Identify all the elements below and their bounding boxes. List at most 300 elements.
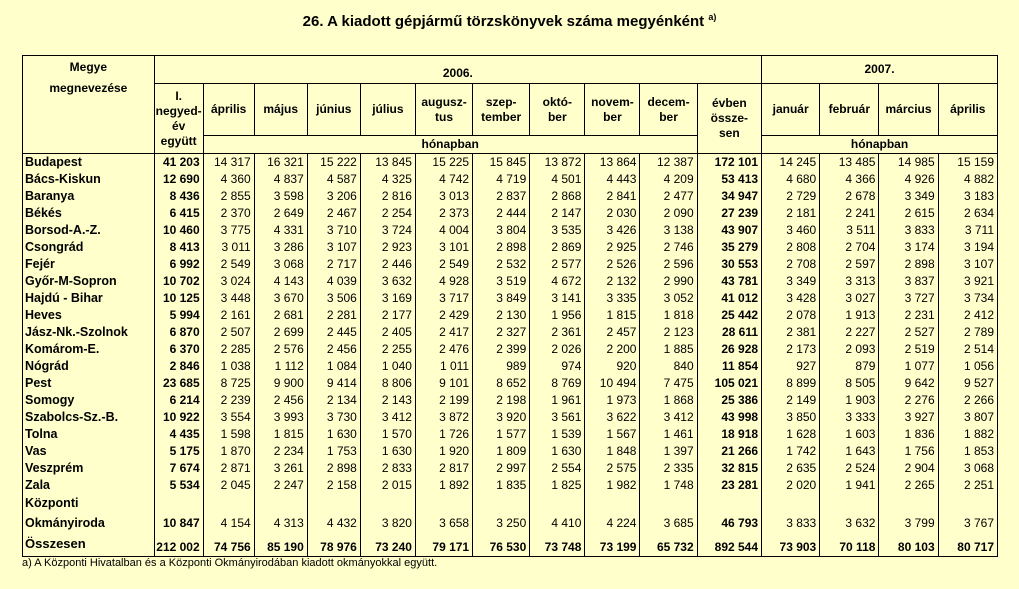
- value-cell: 1 818: [640, 307, 697, 324]
- value-cell: 9 527: [938, 375, 997, 392]
- value-cell: 14 317: [203, 154, 254, 172]
- value-cell: 1 982: [585, 477, 640, 494]
- value-cell: 2 837: [473, 188, 530, 205]
- value-cell: 3 206: [307, 188, 360, 205]
- month-2006-header-line: május: [263, 102, 299, 116]
- value-cell: 2 817: [415, 460, 472, 477]
- value-cell: 2 575: [585, 460, 640, 477]
- value-cell: 73 903: [762, 532, 820, 556]
- month-2007-header: január: [762, 84, 820, 136]
- value-cell: 2 746: [640, 239, 697, 256]
- value-cell: 43 907: [697, 222, 761, 239]
- value-cell: 4 039: [307, 273, 360, 290]
- value-cell: 2 615: [879, 205, 938, 222]
- county-name: Győr-M-Sopron: [23, 273, 155, 290]
- value-cell: 73 240: [360, 532, 415, 556]
- value-cell: 1 630: [530, 443, 585, 460]
- month-2006-header: [254, 84, 307, 136]
- value-cell: 2 026: [530, 341, 585, 358]
- value-cell: 1 892: [415, 477, 472, 494]
- value-cell: 2 923: [360, 239, 415, 256]
- value-cell: 2 255: [360, 341, 415, 358]
- value-cell: 3 169: [360, 290, 415, 307]
- value-cell: 2 200: [585, 341, 640, 358]
- value-cell: 1 539: [530, 426, 585, 443]
- year-2006-header: 2006.: [154, 56, 761, 84]
- table-row: [23, 443, 998, 460]
- value-cell: 3 506: [307, 290, 360, 307]
- value-cell: 10 702: [154, 273, 203, 290]
- value-cell: 34 947: [697, 188, 761, 205]
- q1-header: [154, 84, 203, 154]
- annual-total-header-line: össze-: [710, 111, 749, 125]
- county-name: Szabolcs-Sz.-B.: [23, 409, 155, 426]
- value-cell: 1 038: [203, 358, 254, 375]
- value-cell: 3 194: [938, 239, 997, 256]
- value-cell: 4 313: [254, 494, 307, 532]
- table-row: [23, 171, 998, 188]
- value-cell: 2 708: [762, 256, 820, 273]
- value-cell: 9 900: [254, 375, 307, 392]
- county-header-line: megnevezése: [49, 81, 128, 95]
- county-name: Heves: [23, 307, 155, 324]
- value-cell: 4 443: [585, 171, 640, 188]
- value-cell: 2 649: [254, 205, 307, 222]
- value-cell: 1 961: [530, 392, 585, 409]
- month-2006-header: [307, 84, 360, 136]
- value-cell: 3 622: [585, 409, 640, 426]
- value-cell: 1 836: [879, 426, 938, 443]
- value-cell: 12 387: [640, 154, 697, 172]
- value-cell: 4 432: [307, 494, 360, 532]
- value-cell: 2 090: [640, 205, 697, 222]
- value-cell: 41 012: [697, 290, 761, 307]
- month-2006-header: [640, 84, 697, 136]
- value-cell: 4 719: [473, 171, 530, 188]
- value-cell: 3 250: [473, 494, 530, 532]
- value-cell: 3 068: [254, 256, 307, 273]
- value-cell: 3 727: [879, 290, 938, 307]
- month-2006-header: [473, 84, 530, 136]
- value-cell: 2 729: [762, 188, 820, 205]
- county-header-spacer: [23, 136, 155, 154]
- value-cell: 3 141: [530, 290, 585, 307]
- value-cell: 1 885: [640, 341, 697, 358]
- page-title: 26. A kiadott gépjármű törzskönyvek száma megyénként $^{a)}$: [302, 12, 717, 30]
- value-cell: 2 199: [415, 392, 472, 409]
- value-cell: 1 630: [307, 426, 360, 443]
- value-cell: 3 412: [360, 409, 415, 426]
- value-cell: 3 767: [938, 494, 997, 532]
- value-cell: 1 011: [415, 358, 472, 375]
- value-cell: 13 864: [585, 154, 640, 172]
- value-cell: 8 769: [530, 375, 585, 392]
- county-name: Somogy: [23, 392, 155, 409]
- value-cell: 4 004: [415, 222, 472, 239]
- value-cell: 3 335: [585, 290, 640, 307]
- value-cell: 2 266: [938, 392, 997, 409]
- value-cell: 43 781: [697, 273, 761, 290]
- value-cell: 4 143: [254, 273, 307, 290]
- value-cell: 3 775: [203, 222, 254, 239]
- value-cell: 1 056: [938, 358, 997, 375]
- value-cell: 15 845: [473, 154, 530, 172]
- value-cell: 4 672: [530, 273, 585, 290]
- value-cell: 10 125: [154, 290, 203, 307]
- value-cell: 8 413: [154, 239, 203, 256]
- value-cell: 1 956: [530, 307, 585, 324]
- value-cell: 13 845: [360, 154, 415, 172]
- value-cell: 2 198: [473, 392, 530, 409]
- value-cell: 80 103: [879, 532, 938, 556]
- county-name: Borsod-A.-Z.: [23, 222, 155, 239]
- value-cell: 4 742: [415, 171, 472, 188]
- value-cell: 2 841: [585, 188, 640, 205]
- value-cell: 2 132: [585, 273, 640, 290]
- value-cell: 5 994: [154, 307, 203, 324]
- value-cell: 2 549: [203, 256, 254, 273]
- value-cell: 4 410: [530, 494, 585, 532]
- value-cell: 3 833: [879, 222, 938, 239]
- value-cell: 1 868: [640, 392, 697, 409]
- value-cell: 5 175: [154, 443, 203, 460]
- year-2007-header: 2007.: [762, 56, 998, 84]
- value-cell: 10 847: [154, 494, 203, 532]
- value-cell: 2 634: [938, 205, 997, 222]
- value-cell: 3 519: [473, 273, 530, 290]
- value-cell: 2 457: [585, 324, 640, 341]
- table-row: [23, 477, 998, 494]
- value-cell: 14 985: [879, 154, 938, 172]
- value-cell: 53 413: [697, 171, 761, 188]
- value-cell: 172 101: [697, 154, 761, 172]
- month-2006-header-line: június: [316, 102, 352, 116]
- county-name: Jász-Nk.-Szolnok: [23, 324, 155, 341]
- value-cell: 3 632: [820, 494, 879, 532]
- value-cell: 105 021: [697, 375, 761, 392]
- value-cell: 25 386: [697, 392, 761, 409]
- value-cell: 6 415: [154, 205, 203, 222]
- month-2006-header-line: ber: [659, 109, 678, 124]
- value-cell: 920: [585, 358, 640, 375]
- value-cell: 2 554: [530, 460, 585, 477]
- value-cell: 3 428: [762, 290, 820, 307]
- value-cell: 2 704: [820, 239, 879, 256]
- value-cell: 18 918: [697, 426, 761, 443]
- value-cell: 1 726: [415, 426, 472, 443]
- month-2006-header-line: októ-: [542, 94, 572, 109]
- value-cell: 2 445: [307, 324, 360, 341]
- value-cell: 1 825: [530, 477, 585, 494]
- value-cell: 2 265: [879, 477, 938, 494]
- month-2006-header-line: szep-: [485, 94, 517, 109]
- value-cell: 73 199: [585, 532, 640, 556]
- value-cell: 2 251: [938, 477, 997, 494]
- value-cell: 13 872: [530, 154, 585, 172]
- value-cell: 2 990: [640, 273, 697, 290]
- value-cell: 3 850: [762, 409, 820, 426]
- value-cell: 2 846: [154, 358, 203, 375]
- value-cell: 2 370: [203, 205, 254, 222]
- month-2006-header-line: ber: [547, 109, 567, 124]
- value-cell: 2 429: [415, 307, 472, 324]
- table-row: [23, 460, 998, 477]
- value-cell: 15 225: [415, 154, 472, 172]
- value-cell: 2 527: [879, 324, 938, 341]
- month-2006-header-line: tus: [435, 109, 454, 124]
- value-cell: 2 444: [473, 205, 530, 222]
- value-cell: 1 630: [360, 443, 415, 460]
- table-row: [23, 273, 998, 290]
- value-cell: 3 730: [307, 409, 360, 426]
- value-cell: 1 903: [820, 392, 879, 409]
- value-cell: 2 596: [640, 256, 697, 273]
- county-name: Komárom-E.: [23, 341, 155, 358]
- value-cell: 1 461: [640, 426, 697, 443]
- value-cell: 1 570: [360, 426, 415, 443]
- value-cell: 2 417: [415, 324, 472, 341]
- value-cell: 1 567: [585, 426, 640, 443]
- value-cell: 78 976: [307, 532, 360, 556]
- value-cell: 3 710: [307, 222, 360, 239]
- value-cell: 3 068: [938, 460, 997, 477]
- value-cell: 15 222: [307, 154, 360, 172]
- value-cell: 10 494: [585, 375, 640, 392]
- value-cell: 3 183: [938, 188, 997, 205]
- q1-header-line: I.: [175, 88, 182, 103]
- month-2006-header-line: decem-: [647, 94, 690, 109]
- value-cell: 3 107: [938, 256, 997, 273]
- value-cell: 9 101: [415, 375, 472, 392]
- value-cell: 6 992: [154, 256, 203, 273]
- value-cell: 4 680: [762, 171, 820, 188]
- value-cell: 3 804: [473, 222, 530, 239]
- value-cell: 1 628: [762, 426, 820, 443]
- annual-total-header-line: sen: [719, 126, 740, 140]
- value-cell: 892 544: [697, 532, 761, 556]
- title-footnote-mark: a): [708, 12, 717, 22]
- county-header-line: Megye: [69, 60, 108, 74]
- value-cell: 879: [820, 358, 879, 375]
- month-2006-header: [360, 84, 415, 136]
- value-cell: 8 806: [360, 375, 415, 392]
- value-cell: 2 467: [307, 205, 360, 222]
- value-cell: 2 020: [762, 477, 820, 494]
- county-name: Békés: [23, 205, 155, 222]
- table-row: [23, 494, 998, 532]
- county-name: [23, 494, 155, 532]
- value-cell: 2 158: [307, 477, 360, 494]
- value-cell: 2 808: [762, 239, 820, 256]
- value-cell: 2 898: [473, 239, 530, 256]
- month-2006-header-line: április: [210, 102, 247, 116]
- value-cell: 5 534: [154, 477, 203, 494]
- value-cell: 2 147: [530, 205, 585, 222]
- honapban-2007: hónapban: [762, 136, 998, 154]
- county-name: Baranya: [23, 188, 155, 205]
- value-cell: 27 239: [697, 205, 761, 222]
- value-cell: 8 436: [154, 188, 203, 205]
- value-cell: 35 279: [697, 239, 761, 256]
- value-cell: 8 652: [473, 375, 530, 392]
- value-cell: 2 015: [360, 477, 415, 494]
- county-name: Összesen: [23, 532, 155, 556]
- value-cell: 2 898: [879, 256, 938, 273]
- table-row: [23, 188, 998, 205]
- month-2007-header: április: [938, 84, 997, 136]
- value-cell: 3 833: [762, 494, 820, 532]
- value-cell: 8 725: [203, 375, 254, 392]
- value-cell: 4 587: [307, 171, 360, 188]
- value-cell: 3 799: [879, 494, 938, 532]
- value-cell: 2 381: [762, 324, 820, 341]
- table-row: [23, 154, 998, 172]
- value-cell: 2 446: [360, 256, 415, 273]
- value-cell: 2 925: [585, 239, 640, 256]
- value-cell: 4 837: [254, 171, 307, 188]
- value-cell: 3 138: [640, 222, 697, 239]
- table-row: [23, 358, 998, 375]
- value-cell: 65 732: [640, 532, 697, 556]
- value-cell: 2 519: [879, 341, 938, 358]
- value-cell: 212 002: [154, 532, 203, 556]
- value-cell: 1 643: [820, 443, 879, 460]
- value-cell: 8 899: [762, 375, 820, 392]
- data-table: [22, 55, 998, 557]
- value-cell: 1 913: [820, 307, 879, 324]
- value-cell: 23 685: [154, 375, 203, 392]
- month-2007-header: március: [879, 84, 938, 136]
- value-cell: 2 456: [307, 341, 360, 358]
- value-cell: 1 397: [640, 443, 697, 460]
- month-2006-header-line: július: [372, 102, 404, 116]
- value-cell: 1 084: [307, 358, 360, 375]
- value-cell: 3 927: [879, 409, 938, 426]
- value-cell: 2 327: [473, 324, 530, 341]
- county-name-line: Központi: [25, 495, 79, 510]
- value-cell: 10 922: [154, 409, 203, 426]
- value-cell: 2 399: [473, 341, 530, 358]
- value-cell: 3 685: [640, 494, 697, 532]
- annual-total-header: [697, 84, 761, 154]
- value-cell: 32 815: [697, 460, 761, 477]
- value-cell: 2 855: [203, 188, 254, 205]
- value-cell: 76 530: [473, 532, 530, 556]
- value-cell: 3 872: [415, 409, 472, 426]
- value-cell: 41 203: [154, 154, 203, 172]
- value-cell: 11 854: [697, 358, 761, 375]
- month-2006-header: [415, 84, 472, 136]
- value-cell: 2 549: [415, 256, 472, 273]
- value-cell: 28 611: [697, 324, 761, 341]
- value-cell: 2 247: [254, 477, 307, 494]
- value-cell: 840: [640, 358, 697, 375]
- table-row: [23, 307, 998, 324]
- month-2006-header: [585, 84, 640, 136]
- value-cell: 23 281: [697, 477, 761, 494]
- value-cell: 1 815: [254, 426, 307, 443]
- county-name: Csongrád: [23, 239, 155, 256]
- county-name: Zala: [23, 477, 155, 494]
- value-cell: 2 231: [879, 307, 938, 324]
- value-cell: 2 134: [307, 392, 360, 409]
- value-cell: 7 674: [154, 460, 203, 477]
- value-cell: 2 161: [203, 307, 254, 324]
- value-cell: 14 245: [762, 154, 820, 172]
- value-cell: 2 173: [762, 341, 820, 358]
- value-cell: 2 241: [820, 205, 879, 222]
- county-name-line: Okmányiroda: [25, 515, 105, 530]
- value-cell: 4 325: [360, 171, 415, 188]
- value-cell: 1 742: [762, 443, 820, 460]
- value-cell: 2 526: [585, 256, 640, 273]
- value-cell: 4 926: [879, 171, 938, 188]
- county-name: Budapest: [23, 154, 155, 172]
- value-cell: 974: [530, 358, 585, 375]
- value-cell: 2 789: [938, 324, 997, 341]
- value-cell: 3 107: [307, 239, 360, 256]
- value-cell: 2 477: [640, 188, 697, 205]
- value-cell: 1 882: [938, 426, 997, 443]
- value-cell: 3 724: [360, 222, 415, 239]
- value-cell: 3 024: [203, 273, 254, 290]
- value-cell: 3 511: [820, 222, 879, 239]
- value-cell: 3 849: [473, 290, 530, 307]
- value-cell: 9 642: [879, 375, 938, 392]
- value-cell: 26 928: [697, 341, 761, 358]
- value-cell: 3 349: [879, 188, 938, 205]
- month-2006-header-line: novem-: [591, 94, 634, 109]
- value-cell: 4 928: [415, 273, 472, 290]
- value-cell: 4 882: [938, 171, 997, 188]
- value-cell: 80 717: [938, 532, 997, 556]
- table-row: [23, 205, 998, 222]
- table-row: [23, 409, 998, 426]
- table-row: [23, 239, 998, 256]
- value-cell: 2 143: [360, 392, 415, 409]
- value-cell: 2 532: [473, 256, 530, 273]
- value-cell: 79 171: [415, 532, 472, 556]
- q1-header-line: együtt: [160, 133, 197, 148]
- honapban-2006: hónapban: [203, 136, 697, 154]
- table-row: [23, 222, 998, 239]
- table-row: [23, 392, 998, 409]
- value-cell: 2 597: [820, 256, 879, 273]
- value-cell: 3 460: [762, 222, 820, 239]
- value-cell: 6 370: [154, 341, 203, 358]
- value-cell: 3 717: [415, 290, 472, 307]
- table-row: [23, 324, 998, 341]
- value-cell: 2 045: [203, 477, 254, 494]
- value-cell: 2 816: [360, 188, 415, 205]
- value-cell: 3 333: [820, 409, 879, 426]
- value-cell: 2 239: [203, 392, 254, 409]
- value-cell: 4 224: [585, 494, 640, 532]
- value-cell: 1 920: [415, 443, 472, 460]
- value-cell: 3 448: [203, 290, 254, 307]
- value-cell: 4 501: [530, 171, 585, 188]
- value-cell: 2 130: [473, 307, 530, 324]
- value-cell: 43 998: [697, 409, 761, 426]
- value-cell: 3 993: [254, 409, 307, 426]
- value-cell: 25 442: [697, 307, 761, 324]
- value-cell: 70 118: [820, 532, 879, 556]
- county-name: Pest: [23, 375, 155, 392]
- value-cell: 9 414: [307, 375, 360, 392]
- value-cell: 2 635: [762, 460, 820, 477]
- value-cell: 15 159: [938, 154, 997, 172]
- value-cell: 74 756: [203, 532, 254, 556]
